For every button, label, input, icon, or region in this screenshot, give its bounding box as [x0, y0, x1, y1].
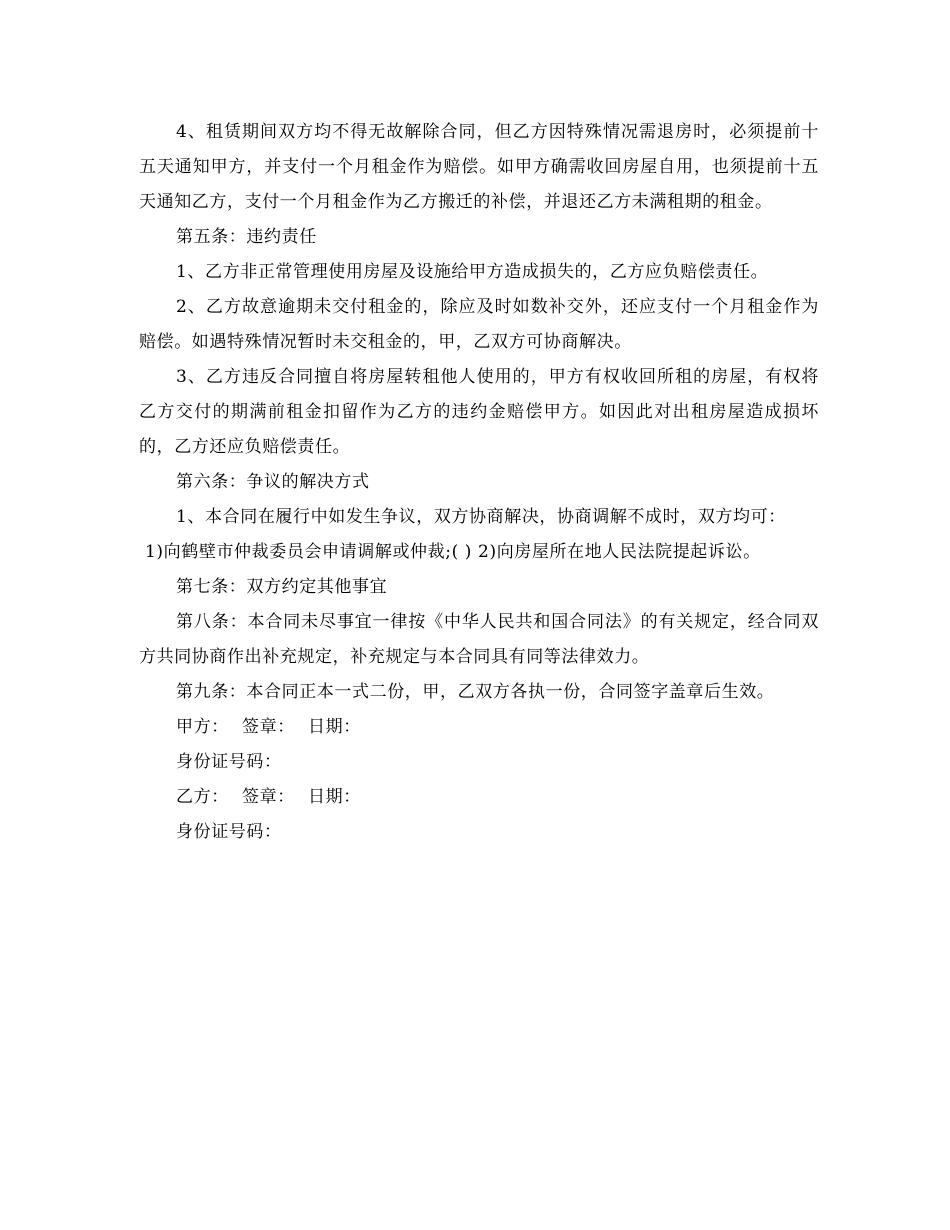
party-b-signature-line — [139, 780, 819, 815]
party-a-signature-line — [139, 710, 819, 745]
party-b-id-line — [139, 815, 819, 850]
party-b-id-label: 身份证号码： — [176, 822, 282, 842]
party-a-id-line — [139, 745, 819, 780]
article-5-item-3: 3、乙方违反合同擅自将房屋转租他人使用的，甲方有权收回所租的房屋，有权将乙方交付的期满前租金扣留作为乙方的违约金赔偿甲方。如因此对出租房屋造成损坏的，乙方还应负赔偿责任。 — [139, 367, 819, 457]
document-body — [139, 115, 819, 850]
party-b-stamp-label: 签章： — [242, 787, 295, 807]
party-b-date-label: 日期： — [308, 787, 361, 807]
article-7-title: 第七条：双方约定其他事宜 — [176, 577, 388, 597]
party-a-id-label: 身份证号码： — [176, 752, 282, 772]
article-6-title: 第六条：争议的解决方式 — [176, 472, 370, 492]
party-a-stamp-label: 签章： — [242, 717, 295, 737]
article-9: 第九条：本合同正本一式二份，甲，乙双方各执一份，合同签字盖章后生效。 — [176, 682, 775, 702]
party-b-label: 乙方： — [176, 787, 229, 807]
article-5-item-1: 1、乙方非正常管理使用房屋及设施给甲方造成损失的，乙方应负赔偿责任。 — [176, 262, 769, 282]
article-6-options: 1)向鹤壁市仲裁委员会申请调解或仲裁;( ) 2)向房屋所在地人民法院提起诉讼。 — [145, 542, 761, 562]
article-6-item-1: 1、本合同在履行中如发生争议，双方协商解决，协商调解不成时，双方均可： — [176, 507, 786, 527]
party-a-label: 甲方： — [176, 717, 229, 737]
article-8: 第八条：本合同未尽事宜一律按《中华人民共和国合同法》的有关规定，经合同双方共同协商作出补充规定，补充规定与本合同具有同等法律效力。 — [139, 612, 819, 667]
article-5-item-2: 2、乙方故意逾期未交付租金的，除应及时如数补交外，还应支付一个月租金作为赔偿。如遇特殊情况暂时未交租金的，甲，乙双方可协商解决。 — [139, 297, 819, 352]
party-a-date-label: 日期： — [308, 717, 361, 737]
clause-4-item-4: 4、租赁期间双方均不得无故解除合同，但乙方因特殊情况需退房时，必须提前十五天通知甲方，并支付一个月租金作为赔偿。如甲方确需收回房屋自用，也须提前十五天通知乙方，支付一个月租金作为乙方搬迁的补偿，并退还乙方未满租期的租金。 — [139, 122, 819, 212]
article-5-title: 第五条：违约责任 — [176, 227, 317, 247]
